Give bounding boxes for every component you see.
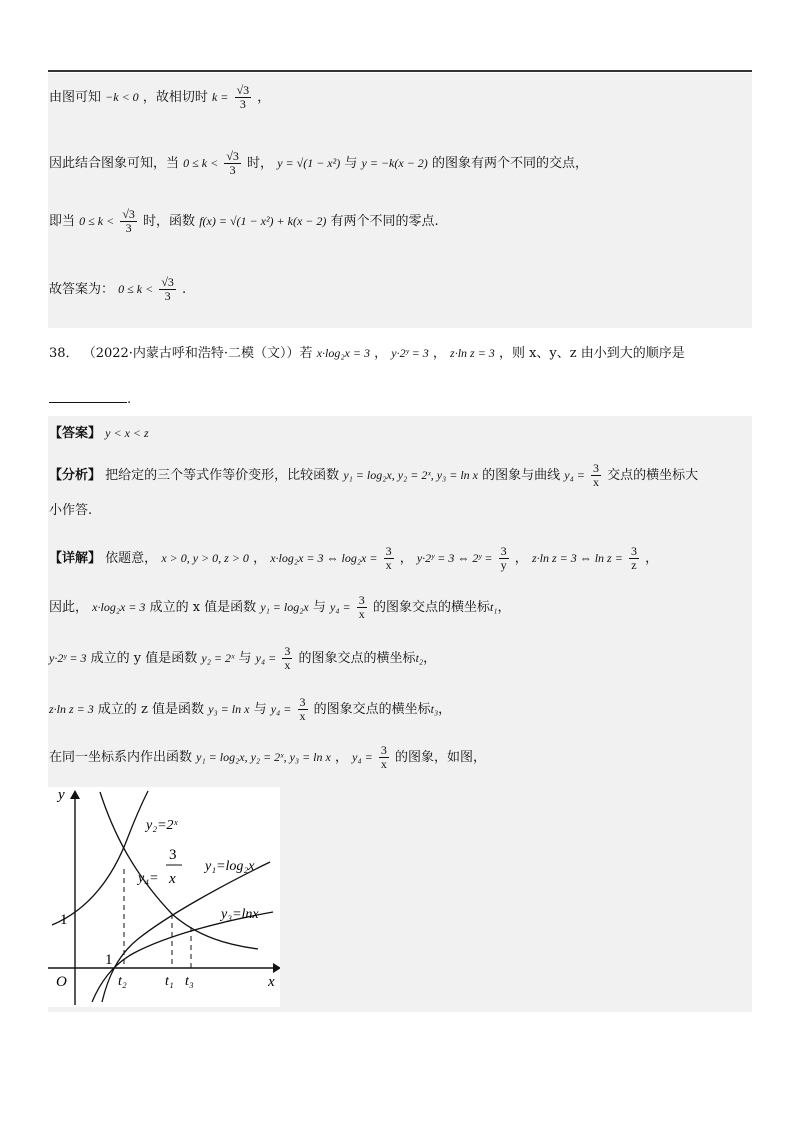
math: y = √(1 − x²)	[277, 156, 341, 170]
analysis-label: 【分析】	[49, 468, 102, 483]
text: 的图象交点的横坐标	[298, 651, 416, 666]
text: ，	[374, 346, 388, 361]
question-blank-line	[49, 390, 131, 409]
fraction	[120, 208, 137, 235]
math: x·log₂x = 3 ⇔ log₂x =	[270, 551, 378, 565]
analysis-line-2	[49, 502, 92, 520]
fraction-num: 3	[284, 644, 291, 658]
math: y₄ =	[352, 750, 373, 764]
math: t₂	[415, 651, 424, 665]
fraction	[282, 645, 292, 672]
origin-label: O	[56, 974, 67, 990]
text: 小作答.	[49, 503, 93, 518]
question-38	[49, 344, 685, 363]
math: t₁	[489, 600, 498, 614]
text: ，	[334, 750, 348, 765]
text: ，	[423, 651, 437, 666]
math: y·2ʸ = 3	[391, 346, 429, 360]
math: k =	[211, 90, 229, 104]
text: 由图可知	[49, 90, 102, 105]
math: 0 ≤ k <	[183, 156, 219, 170]
math: y₁ = log₂x	[260, 600, 309, 614]
text: 成立的 x 值是函数	[149, 600, 257, 615]
x-axis-label: x	[268, 974, 275, 990]
math: y₄ =	[564, 468, 585, 482]
fraction-den: x	[593, 475, 600, 489]
answer-blank	[49, 390, 127, 403]
text: 时，	[247, 156, 274, 171]
fraction-den: y	[500, 558, 507, 572]
y-tick-1: 1	[60, 912, 68, 928]
fraction-num: 3	[299, 695, 306, 709]
math: y₁ = log₂x, y₂ = 2ˣ, y₃ = ln x	[196, 750, 331, 764]
fraction-num: 3	[593, 461, 600, 475]
fraction-num: √3	[122, 207, 135, 221]
text: 的图象交点的横坐标	[313, 702, 431, 717]
detail-line-4	[49, 696, 451, 723]
fraction-den: 3	[164, 289, 171, 303]
text: ，	[497, 600, 511, 615]
text: ，	[514, 551, 528, 566]
question-source: （2022·内蒙古呼和浩特·二模（文））若	[82, 346, 313, 361]
text: ，	[399, 551, 413, 566]
label-y4-lhs: y₄=	[138, 871, 159, 886]
detail-line-2	[49, 594, 510, 621]
tick-t2: t₂	[118, 974, 127, 989]
tick-t1: t₁	[165, 974, 174, 989]
detail-line-5	[49, 744, 486, 771]
label-y3: y₃=lnx	[221, 907, 259, 922]
fraction	[224, 150, 241, 177]
text: 时，函数	[143, 214, 196, 229]
solution-line-1	[49, 84, 270, 111]
fraction-den: 3	[239, 97, 246, 111]
text: ，	[645, 551, 659, 566]
text: 与	[312, 600, 326, 615]
fraction-num: √3	[226, 149, 239, 163]
text: ，故相切时	[142, 90, 208, 105]
fraction	[591, 462, 601, 489]
fraction-den: 3	[125, 221, 132, 235]
solution-line-4	[49, 276, 186, 303]
fraction-num: √3	[236, 83, 250, 97]
math: 0 ≤ k <	[79, 214, 115, 228]
text: 依题意，	[105, 551, 158, 566]
fraction	[379, 744, 389, 771]
fraction	[384, 545, 394, 572]
fraction	[159, 276, 176, 303]
text: 即当	[49, 214, 76, 229]
top-divider	[48, 70, 752, 72]
fraction	[629, 545, 639, 572]
solution-line-2	[49, 150, 588, 177]
tick-t3: t₃	[185, 974, 194, 989]
answer-label: 【答案】	[49, 426, 102, 441]
math: z·ln z = 3	[450, 346, 495, 360]
text: 因此结合图象可知，当	[49, 156, 180, 171]
fraction-den: x	[385, 558, 392, 572]
fraction-num: 3	[380, 743, 387, 757]
text: 把给定的三个等式作等价变形，比较函数	[105, 468, 340, 483]
text: ，	[253, 551, 267, 566]
label-y2: y₂=2ˣ	[146, 818, 178, 833]
detail-label: 【详解】	[49, 551, 102, 566]
math: 0 ≤ k <	[118, 282, 154, 296]
text: 的图象有两个不同的交点，	[431, 156, 588, 171]
fraction-den: x	[380, 757, 387, 771]
text: 的图象，如图，	[395, 750, 487, 765]
fraction-num: 3	[385, 544, 392, 558]
math: y₁ = log₂x, y₂ = 2ˣ, y₃ = ln x	[343, 468, 478, 482]
fraction-den: x	[299, 709, 306, 723]
analysis-line-1	[49, 462, 698, 489]
math: t₃	[430, 702, 439, 716]
function-graph	[48, 787, 280, 1007]
math: f(x) = √(1 − x²) + k(x − 2)	[199, 214, 327, 228]
text: ，则 x、y、z 由小到大的顺序是	[498, 346, 685, 361]
math: x > 0, y > 0, z > 0	[161, 551, 249, 565]
text: 的图象与曲线	[482, 468, 561, 483]
math: x·log₂x = 3	[92, 600, 146, 614]
text: 交点的横坐标大	[607, 468, 699, 483]
answer-line	[49, 424, 149, 443]
fraction	[357, 594, 367, 621]
fraction-den: z	[631, 558, 637, 572]
detail-line-1	[49, 545, 658, 572]
text: 与	[253, 702, 267, 717]
fraction-den: 3	[229, 163, 236, 177]
math: z·ln z = 3 ⇔ ln z =	[531, 551, 623, 565]
text: 与	[238, 651, 252, 666]
x-one-label: 1	[105, 952, 113, 968]
fraction-den: x	[358, 607, 365, 621]
math: −k < 0	[105, 90, 139, 104]
text: ，	[438, 702, 452, 717]
fraction-num: 3	[500, 544, 507, 558]
fraction	[499, 545, 509, 572]
text: 有两个不同的零点.	[330, 214, 439, 229]
fraction	[298, 696, 308, 723]
text: 成立的 z 值是函数	[97, 702, 205, 717]
math: y₄ =	[330, 600, 351, 614]
text: ，	[432, 346, 446, 361]
fraction-den: x	[284, 658, 291, 672]
label-y4-num: 3	[169, 847, 177, 863]
text: 因此，	[49, 600, 89, 615]
math: y = −k(x − 2)	[361, 156, 428, 170]
text: 与	[344, 156, 358, 171]
math: y₄ =	[270, 702, 292, 716]
fraction-num: 3	[358, 593, 365, 607]
label-y1: y₁=log₂x	[205, 859, 255, 874]
text: 在同一坐标系内作出函数	[49, 750, 193, 765]
math: z·ln z = 3	[49, 702, 94, 716]
solution-line-3	[49, 208, 439, 235]
text: 成立的 y 值是函数	[90, 651, 198, 666]
math: y·2ʸ = 3 ⇔ 2ʸ =	[416, 551, 493, 565]
math: x·log₂x = 3	[316, 346, 370, 360]
text: .	[127, 392, 132, 407]
label-y4-den: x	[169, 871, 176, 887]
text: 的图象交点的横坐标	[372, 600, 490, 615]
fraction-num: √3	[161, 275, 174, 289]
question-number: 38．	[49, 346, 79, 361]
math: y₄ =	[255, 651, 277, 665]
math: y₂ = 2ˣ	[201, 651, 235, 665]
answer-value: y < x < z	[105, 426, 149, 440]
y-axis-label: y	[58, 787, 65, 803]
fraction	[235, 84, 252, 111]
detail-line-3	[49, 645, 436, 672]
text: .	[182, 282, 187, 297]
math: y₃ = ln x	[208, 702, 250, 716]
text: ，	[257, 90, 271, 105]
math: y·2ʸ = 3	[49, 651, 87, 665]
text: 故答案为：	[49, 282, 115, 297]
fraction-num: 3	[630, 544, 637, 558]
